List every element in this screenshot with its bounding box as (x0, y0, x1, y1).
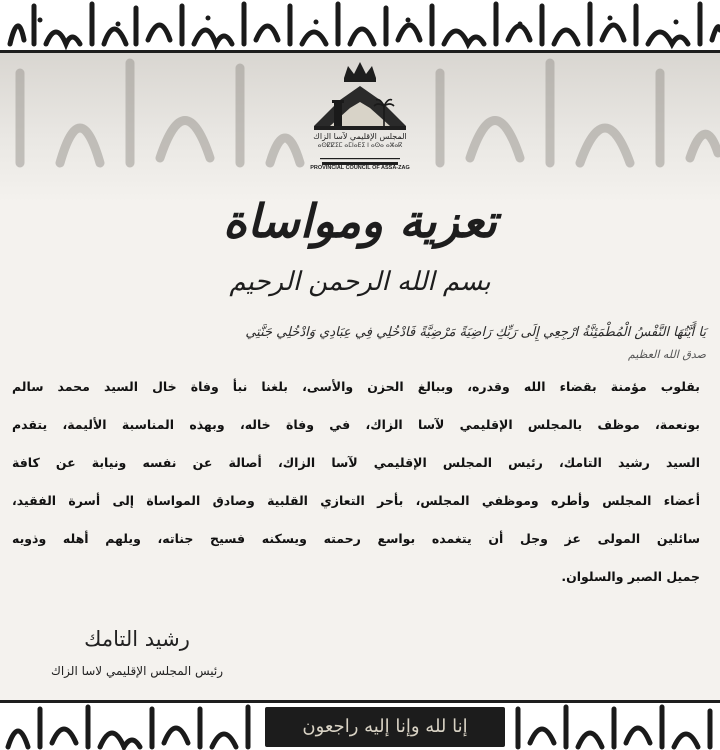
page-title: تعزية ومواساة (223, 194, 497, 248)
top-calligraphy-band (0, 0, 720, 53)
body-line: السيد رشيد التامك، رئيس المجلس الإقليمي لآسا الزاك، أصالة عن نفسه ونيابة عن كافة (12, 455, 700, 470)
quran-verse: يَا أَيَّتُهَا النَّفْسُ الْمُطْمَئِنَّةُ ارْجِعِي إِلَى رَبِّكِ رَاضِيَةً مَرْضِيَّةً فَادْخُلِي فِي عِبَادِي وَادْخُلِي جَنَّتِي (245, 325, 706, 340)
body-line: بقلوب مؤمنة بقضاء الله وقدره، وببالغ الحزن والأسى، بلغنا نبأ وفاة خال السيد محمد سالم (12, 379, 700, 394)
verse-seal: صدق الله العظيم (628, 348, 706, 361)
signature-name: رشيد التامك (84, 627, 190, 651)
council-name-arabic: المجلس الإقليمي لآسا الزاك (313, 132, 407, 141)
body-line: جميل الصبر والسلوان. (561, 569, 700, 584)
bottom-calligraphy-band (0, 700, 720, 750)
body-line: بونعمة، موظف بالمجلس الإقليمي لآسا الزاك، في وفاة خاله، وبهذه المناسبة الأليمة، يتقدم (12, 417, 700, 432)
signature-title: رئيس المجلس الإقليمي لاسا الزاك (50, 664, 224, 678)
basmala: بسم الله الرحمن الرحيم (229, 267, 491, 297)
calligraphy-pattern-icon (0, 0, 720, 50)
provincial-council-emblem (300, 58, 420, 178)
body-line: أعضاء المجلس وأطره وموظفي المجلس، بأحر التعازي القلبية وصادق المواساة إلى أسرة الفقيد، (12, 493, 700, 508)
body-line: سائلين المولى عز وجل أن يتغمده بواسع رحمته ويسكنه فسيح جناته، ويلهم أهله وذويه (12, 531, 700, 546)
council-name-english: PROVINCIAL COUNCIL OF ASSA-ZAG (310, 165, 410, 171)
footer-cartouche (265, 707, 505, 747)
footer-cartouche-text: إنا لله وإنا إليه راجعون (302, 716, 468, 737)
council-name-tifinagh: ⴰⵙⵇⵇⵉⵎ ⴰⵎⵏⴰⴹⵉ ⵏ ⴰⵙⴰ ⴰⵣⴰⴽ (317, 142, 403, 149)
emblem-icon (300, 58, 420, 178)
